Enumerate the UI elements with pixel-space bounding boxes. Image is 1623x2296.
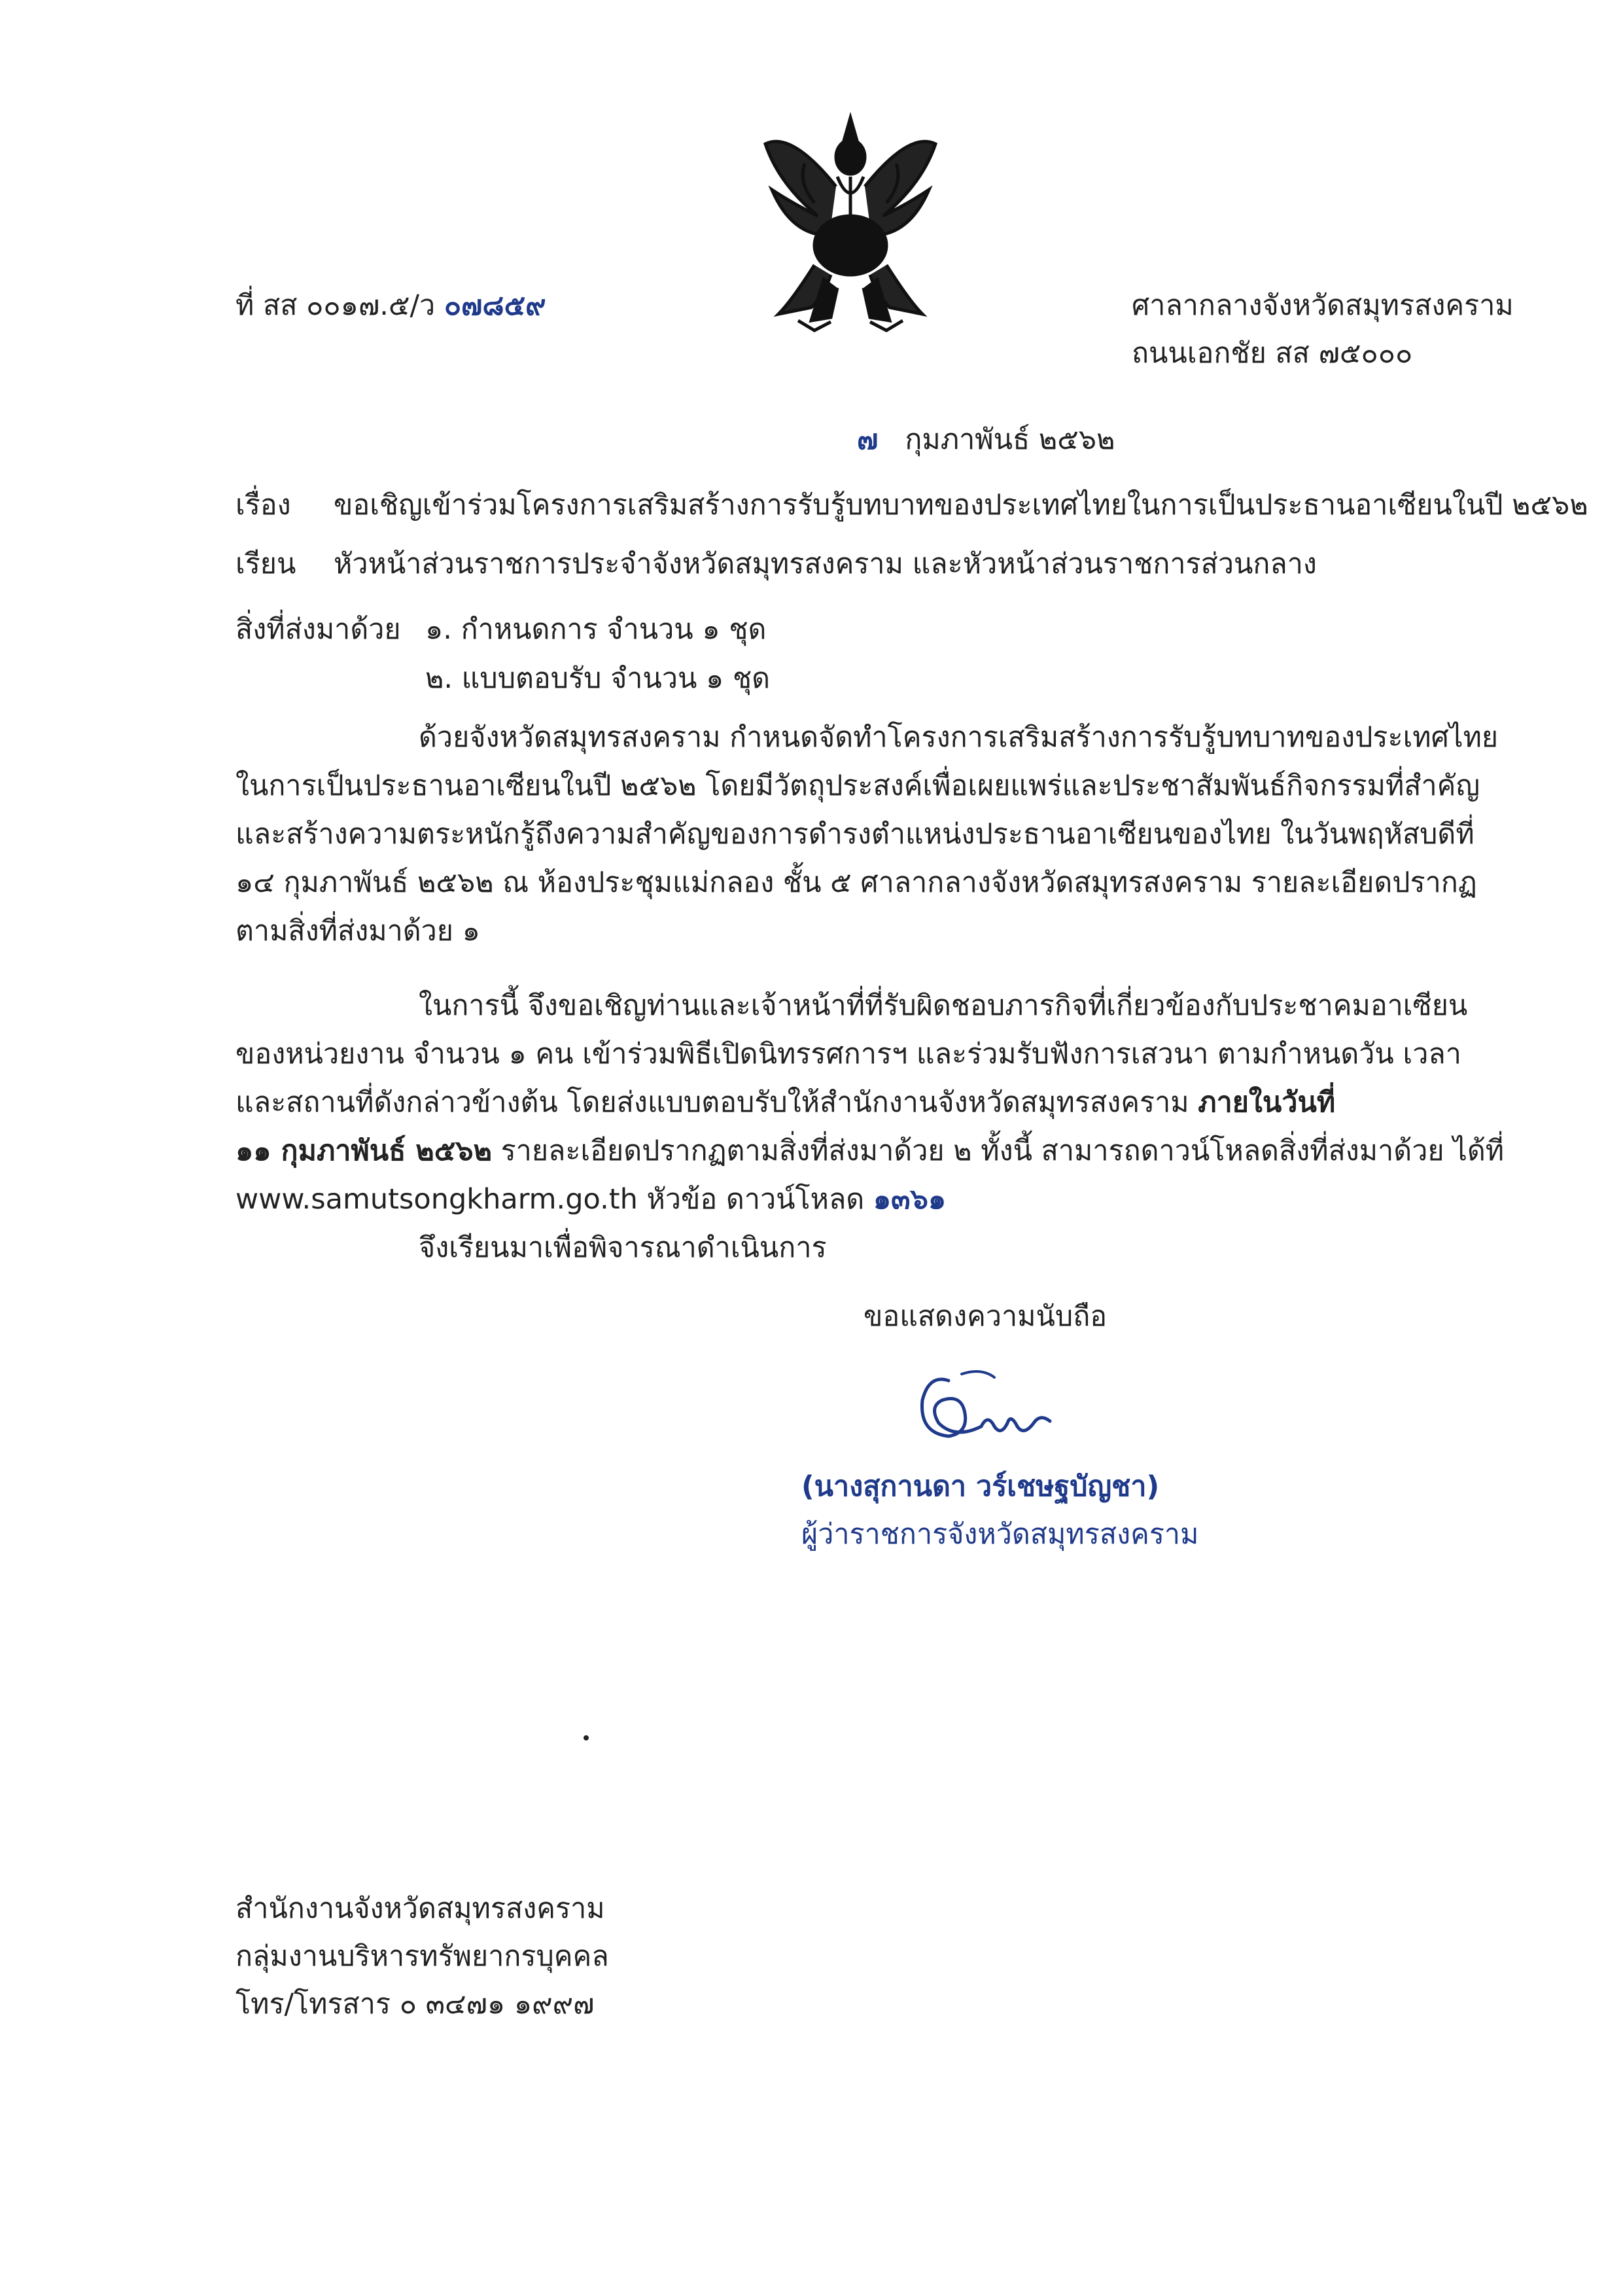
enclosure-item-1: ๑. กำหนดการ จำนวน ๑ ชุด	[425, 613, 767, 646]
org-name: ศาลากลางจังหวัดสมุทรสงคราม	[1132, 289, 1514, 322]
paragraph-2-text: และสถานที่ดังกล่าวข้างต้น โดยส่งแบบตอบรับให้สำนักงานจังหวัดสมุทรสงคราม	[236, 1086, 1198, 1119]
download-number: ๑๓๖๑	[873, 1183, 947, 1216]
paragraph-1-line: ตามสิ่งที่ส่งมาด้วย ๑	[236, 915, 480, 947]
enclosures-label: สิ่งที่ส่งมาด้วย	[236, 613, 401, 646]
paragraph-1-line: ๑๔ กุมภาพันธ์ ๒๕๖๒ ณ ห้องประชุมแม่กลอง ชั้น ๕ ศาลากลางจังหวัดสมุทรสงคราม รายละเอียดปรากฏ	[236, 866, 1477, 899]
to-label: เรียน	[236, 548, 296, 580]
body-paragraph-1	[236, 713, 1499, 955]
footer-office: สำนักงานจังหวัดสมุทรสงคราม	[236, 1892, 605, 1925]
handwritten-signature-icon	[903, 1361, 1099, 1459]
paragraph-2-line	[236, 1078, 1478, 1127]
body-paragraph-2	[236, 981, 1505, 1224]
signatory-name: (นางสุกานดา วร์เชษฐบัญชา)	[801, 1470, 1160, 1503]
paragraph-1-line: และสร้างความตระหนักรู้ถึงความสำคัญของการดำรงตำแหน่งประธานอาเซียนของไทย ในวันพฤหัสบดีที่	[236, 818, 1475, 851]
paragraph-2-line	[236, 1175, 1478, 1224]
closing-line: จึงเรียนมาเพื่อพิจารณาดำเนินการ	[419, 1231, 827, 1264]
date-day: ๗	[857, 423, 879, 456]
deadline-date: ๑๑ กุมภาพันธ์ ๒๕๖๒	[236, 1135, 492, 1167]
date-month-year: กุมภาพันธ์ ๒๕๖๒	[905, 423, 1115, 456]
reference-number: ๐๗๘๕๙	[444, 289, 546, 322]
download-info: www.samutsongkharm.go.th หัวข้อ ดาวน์โหลด	[236, 1183, 873, 1216]
paragraph-2-line: ของหน่วยงาน จำนวน ๑ คน เข้าร่วมพิธีเปิดนิทรรศการฯ และร่วมรับฟังการเสวนา ตามกำหนดวัน เวลา	[236, 1038, 1461, 1070]
signatory-position: ผู้ว่าราชการจังหวัดสมุทรสงคราม	[801, 1518, 1199, 1551]
garuda-emblem-icon	[752, 105, 949, 340]
letter-date	[857, 422, 1115, 459]
subject-text: ขอเชิญเข้าร่วมโครงการเสริมสร้างการรับรู้บทบาทของประเทศไทยในการเป็นประธานอาเซียนในปี ๒๕๖๒	[334, 489, 1588, 521]
paragraph-2-line	[236, 1127, 1505, 1175]
paragraph-2-text: รายละเอียดปรากฏตามสิ่งที่ส่งมาด้วย ๒ ทั้งนี้ สามารถดาวน์โหลดสิ่งที่ส่งมาด้วย ได้ที่	[491, 1135, 1505, 1167]
paragraph-2-line: ในการนี้ จึงขอเชิญท่านและเจ้าหน้าที่ที่รับผิดชอบภารกิจที่เกี่ยวข้องกับประชาคมอาเซียน	[419, 989, 1468, 1022]
org-address: ถนนเอกชัย สส ๗๕๐๐๐	[1132, 337, 1413, 370]
stray-mark	[584, 1735, 589, 1740]
regards-text: ขอแสดงความนับถือ	[864, 1300, 1108, 1333]
paragraph-1-line: ด้วยจังหวัดสมุทรสงคราม กำหนดจัดทำโครงการเสริมสร้างการรับรู้บทบาทของประเทศไทย	[419, 721, 1499, 754]
subject-label: เรื่อง	[236, 489, 291, 521]
reference-label: ที่ สส ๐๐๑๗.๕/ว	[236, 289, 436, 322]
paragraph-1-line: ในการเป็นประธานอาเซียนในปี ๒๕๖๒ โดยมีวัตถุประสงค์เพื่อเผยแพร่และประชาสัมพันธ์กิจกรรมที่สำคัญ	[236, 769, 1480, 802]
to-text: หัวหน้าส่วนราชการประจำจังหวัดสมุทรสงคราม และหัวหน้าส่วนราชการส่วนกลาง	[334, 548, 1317, 580]
enclosure-item-2: ๒. แบบตอบรับ จำนวน ๑ ชุด	[425, 662, 771, 695]
footer-division: กลุ่มงานบริหารทรัพยากรบุคคล	[236, 1940, 609, 1973]
footer-phone: โทร/โทรสาร ๐ ๓๔๗๑ ๑๙๙๗	[236, 1988, 595, 2021]
deadline-text: ภายในวันที่	[1198, 1086, 1336, 1119]
reference-line	[236, 288, 546, 325]
